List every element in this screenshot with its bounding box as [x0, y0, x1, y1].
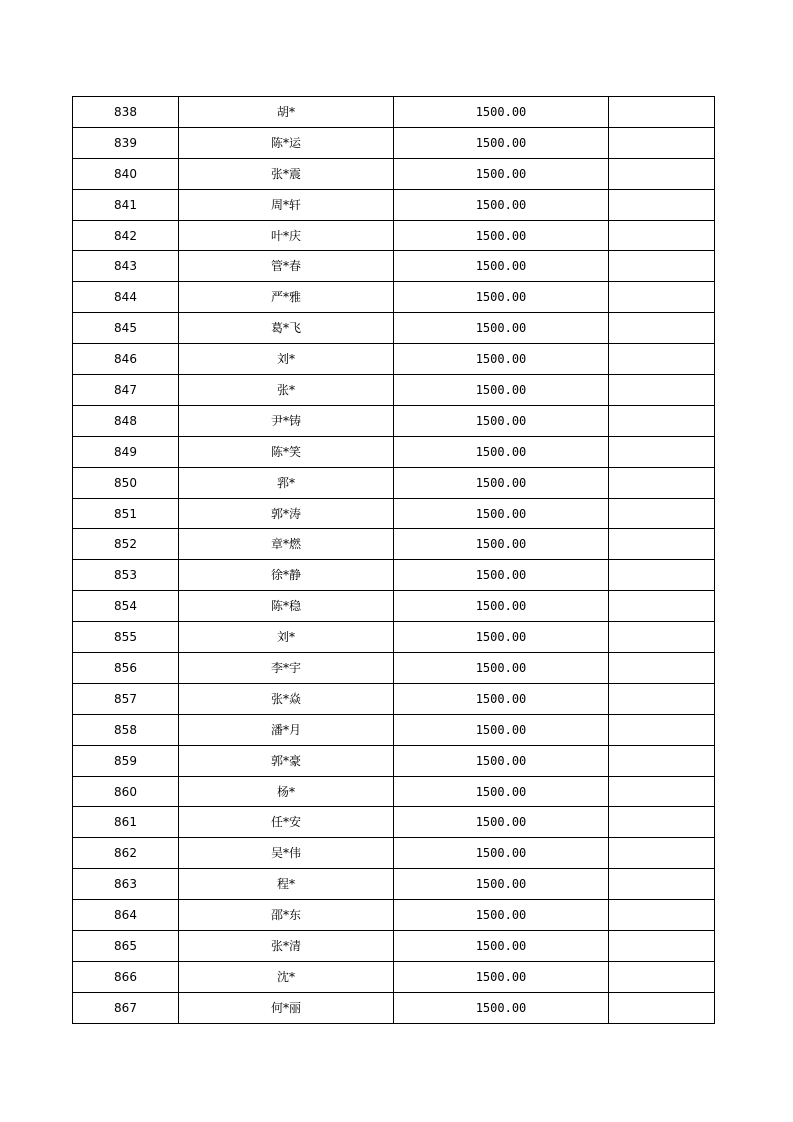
- name-cell: 郭*豪: [179, 745, 394, 776]
- row-number-cell: 840: [73, 158, 179, 189]
- amount-cell: 1500.00: [394, 375, 609, 406]
- amount-cell: 1500.00: [394, 622, 609, 653]
- table-body: [73, 97, 715, 1024]
- table-row: [73, 745, 715, 776]
- remark-cell: [609, 282, 715, 313]
- name-cell: 管*春: [179, 251, 394, 282]
- table-row: [73, 992, 715, 1023]
- row-number-cell: 867: [73, 992, 179, 1023]
- table-row: [73, 653, 715, 684]
- remark-cell: [609, 467, 715, 498]
- name-cell: 任*安: [179, 807, 394, 838]
- table-row: [73, 961, 715, 992]
- name-cell: 严*雅: [179, 282, 394, 313]
- remark-cell: [609, 220, 715, 251]
- remark-cell: [609, 97, 715, 128]
- remark-cell: [609, 560, 715, 591]
- amount-cell: 1500.00: [394, 158, 609, 189]
- row-number-cell: 862: [73, 838, 179, 869]
- amount-cell: 1500.00: [394, 591, 609, 622]
- amount-cell: 1500.00: [394, 189, 609, 220]
- row-number-cell: 842: [73, 220, 179, 251]
- table-row: [73, 838, 715, 869]
- row-number-cell: 855: [73, 622, 179, 653]
- remark-cell: [609, 158, 715, 189]
- amount-cell: 1500.00: [394, 498, 609, 529]
- name-cell: 郛*: [179, 467, 394, 498]
- name-cell: 葛*飞: [179, 313, 394, 344]
- name-cell: 张*: [179, 375, 394, 406]
- remark-cell: [609, 529, 715, 560]
- amount-cell: 1500.00: [394, 683, 609, 714]
- remark-cell: [609, 745, 715, 776]
- amount-cell: 1500.00: [394, 745, 609, 776]
- name-cell: 徐*静: [179, 560, 394, 591]
- amount-cell: 1500.00: [394, 776, 609, 807]
- remark-cell: [609, 992, 715, 1023]
- amount-cell: 1500.00: [394, 344, 609, 375]
- amount-cell: 1500.00: [394, 127, 609, 158]
- row-number-cell: 860: [73, 776, 179, 807]
- row-number-cell: 854: [73, 591, 179, 622]
- table-row: [73, 282, 715, 313]
- amount-cell: 1500.00: [394, 251, 609, 282]
- row-number-cell: 841: [73, 189, 179, 220]
- table-row: [73, 313, 715, 344]
- name-cell: 周*轩: [179, 189, 394, 220]
- name-cell: 邵*东: [179, 900, 394, 931]
- table-row: [73, 683, 715, 714]
- remark-cell: [609, 807, 715, 838]
- table-row: [73, 158, 715, 189]
- row-number-cell: 851: [73, 498, 179, 529]
- remark-cell: [609, 591, 715, 622]
- row-number-cell: 838: [73, 97, 179, 128]
- amount-cell: 1500.00: [394, 467, 609, 498]
- row-number-cell: 852: [73, 529, 179, 560]
- remark-cell: [609, 127, 715, 158]
- row-number-cell: 856: [73, 653, 179, 684]
- name-cell: 刘*: [179, 622, 394, 653]
- table-row: [73, 560, 715, 591]
- name-cell: 杨*: [179, 776, 394, 807]
- name-cell: 陈*笑: [179, 436, 394, 467]
- row-number-cell: 859: [73, 745, 179, 776]
- amount-cell: 1500.00: [394, 405, 609, 436]
- table-row: [73, 467, 715, 498]
- table-row: [73, 375, 715, 406]
- amount-cell: 1500.00: [394, 900, 609, 931]
- table-row: [73, 405, 715, 436]
- amount-cell: 1500.00: [394, 931, 609, 962]
- name-cell: 沈*: [179, 961, 394, 992]
- row-number-cell: 865: [73, 931, 179, 962]
- name-cell: 张*清: [179, 931, 394, 962]
- remark-cell: [609, 714, 715, 745]
- remark-cell: [609, 375, 715, 406]
- name-cell: 李*宇: [179, 653, 394, 684]
- table-row: [73, 807, 715, 838]
- amount-cell: 1500.00: [394, 869, 609, 900]
- document-page: [72, 96, 714, 1024]
- row-number-cell: 853: [73, 560, 179, 591]
- amount-cell: 1500.00: [394, 714, 609, 745]
- remark-cell: [609, 869, 715, 900]
- remark-cell: [609, 622, 715, 653]
- row-number-cell: 848: [73, 405, 179, 436]
- table-row: [73, 900, 715, 931]
- remark-cell: [609, 498, 715, 529]
- row-number-cell: 844: [73, 282, 179, 313]
- name-cell: 何*丽: [179, 992, 394, 1023]
- table-row: [73, 714, 715, 745]
- amount-cell: 1500.00: [394, 97, 609, 128]
- row-number-cell: 849: [73, 436, 179, 467]
- amount-cell: 1500.00: [394, 220, 609, 251]
- amount-cell: 1500.00: [394, 961, 609, 992]
- row-number-cell: 866: [73, 961, 179, 992]
- remark-cell: [609, 838, 715, 869]
- remark-cell: [609, 931, 715, 962]
- name-cell: 吴*伟: [179, 838, 394, 869]
- amount-cell: 1500.00: [394, 282, 609, 313]
- row-number-cell: 843: [73, 251, 179, 282]
- table-row: [73, 189, 715, 220]
- row-number-cell: 857: [73, 683, 179, 714]
- remark-cell: [609, 405, 715, 436]
- amount-cell: 1500.00: [394, 653, 609, 684]
- table-row: [73, 931, 715, 962]
- name-cell: 叶*庆: [179, 220, 394, 251]
- table-row: [73, 869, 715, 900]
- row-number-cell: 863: [73, 869, 179, 900]
- row-number-cell: 861: [73, 807, 179, 838]
- row-number-cell: 846: [73, 344, 179, 375]
- name-cell: 胡*: [179, 97, 394, 128]
- amount-cell: 1500.00: [394, 838, 609, 869]
- remark-cell: [609, 436, 715, 467]
- amount-cell: 1500.00: [394, 313, 609, 344]
- name-cell: 张*震: [179, 158, 394, 189]
- name-cell: 郭*涛: [179, 498, 394, 529]
- amount-cell: 1500.00: [394, 992, 609, 1023]
- remark-cell: [609, 313, 715, 344]
- remark-cell: [609, 189, 715, 220]
- name-cell: 陈*运: [179, 127, 394, 158]
- row-number-cell: 845: [73, 313, 179, 344]
- amount-cell: 1500.00: [394, 529, 609, 560]
- row-number-cell: 839: [73, 127, 179, 158]
- name-cell: 刘*: [179, 344, 394, 375]
- table-row: [73, 127, 715, 158]
- name-cell: 张*焱: [179, 683, 394, 714]
- row-number-cell: 858: [73, 714, 179, 745]
- name-cell: 陈*稳: [179, 591, 394, 622]
- remark-cell: [609, 251, 715, 282]
- table-row: [73, 591, 715, 622]
- remark-cell: [609, 344, 715, 375]
- table-row: [73, 529, 715, 560]
- table-row: [73, 436, 715, 467]
- row-number-cell: 850: [73, 467, 179, 498]
- table-row: [73, 498, 715, 529]
- payment-list-table: [72, 96, 715, 1024]
- table-row: [73, 97, 715, 128]
- table-row: [73, 776, 715, 807]
- name-cell: 潘*月: [179, 714, 394, 745]
- amount-cell: 1500.00: [394, 807, 609, 838]
- remark-cell: [609, 900, 715, 931]
- name-cell: 程*: [179, 869, 394, 900]
- remark-cell: [609, 683, 715, 714]
- row-number-cell: 847: [73, 375, 179, 406]
- row-number-cell: 864: [73, 900, 179, 931]
- amount-cell: 1500.00: [394, 436, 609, 467]
- name-cell: 尹*铸: [179, 405, 394, 436]
- remark-cell: [609, 653, 715, 684]
- remark-cell: [609, 776, 715, 807]
- table-row: [73, 251, 715, 282]
- table-row: [73, 344, 715, 375]
- amount-cell: 1500.00: [394, 560, 609, 591]
- remark-cell: [609, 961, 715, 992]
- table-row: [73, 220, 715, 251]
- name-cell: 章*燃: [179, 529, 394, 560]
- table-row: [73, 622, 715, 653]
